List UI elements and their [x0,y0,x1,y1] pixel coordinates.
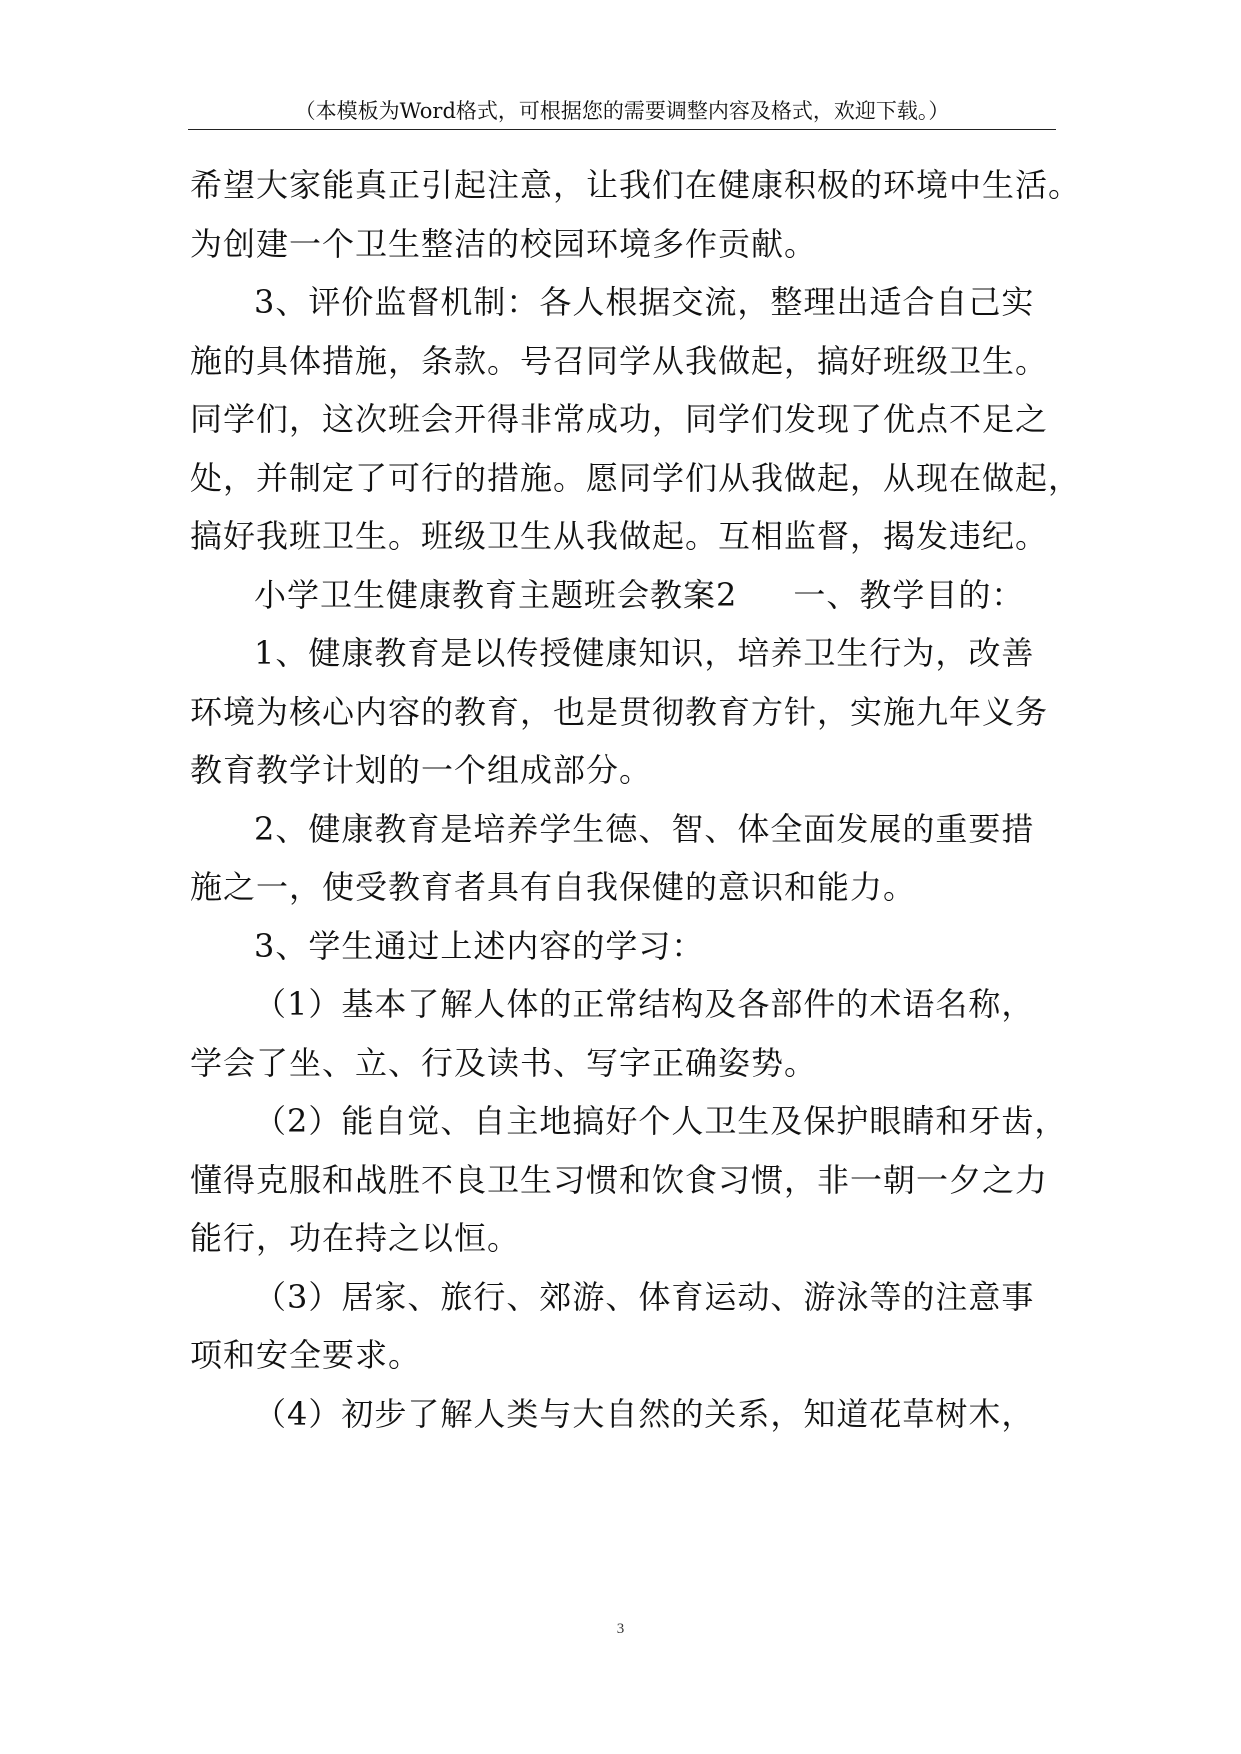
paragraph-line: （2）能自觉、自主地搞好个人卫生及保护眼睛和牙齿， [254,1102,1068,1140]
paragraph-line: （1）基本了解人体的正常结构及各部件的术语名称， [254,985,1035,1023]
paragraph-line: （3）居家、旅行、郊游、体育运动、游泳等的注意事 [254,1277,1035,1316]
section-heading-line [190,566,1090,625]
paragraph-line: （4）初步了解人类与大自然的关系，知道花草树木， [254,1394,1035,1433]
paragraph-line: 为创建一个卫生整洁的校园环境多作贡献。 [190,224,818,263]
paragraph-line: 搞好我班卫生。班级卫生从我做起。互相监督，揭发违纪。 [190,517,1049,555]
paragraph-line: 同学们，这次班会开得非常成功，同学们发现了优点不足之 [190,400,1049,438]
paragraph-line: 施的具体措施，条款。号召同学从我做起，搞好班级卫生。 [190,341,1049,380]
paragraph-line: 懂得克服和战胜不良卫生习惯和饮食习惯，非一朝一夕之力 [190,1160,1049,1199]
paragraph-line: 3、学生通过上述内容的学习： [254,926,705,965]
header-divider [188,129,1056,130]
paragraph-line: 教育教学计划的一个组成部分。 [190,751,653,789]
paragraph-line: 环境为核心内容的教育，也是贯彻教育方针，实施九年义务 [190,692,1049,731]
paragraph-line: 学会了坐、立、行及读书、写字正确姿势。 [190,1043,818,1082]
paragraph-line: 施之一，使受教育者具有自我保健的意识和能力。 [190,868,917,906]
paragraph-line: 能行，功在持之以恒。 [190,1219,521,1257]
paragraph-line: 希望大家能真正引起注意，让我们在健康积极的环境中生活。 [190,166,1082,204]
page-number: 3 [616,1621,625,1637]
subsection-title: 一、教学目的： [793,575,1025,614]
section-title: 小学卫生健康教育主题班会教案2 [254,575,738,614]
paragraph-line: 处，并制定了可行的措施。愿同学们从我做起，从现在做起， [190,458,1082,497]
body-text [190,156,1090,1443]
paragraph-line: 项和安全要求。 [190,1336,422,1374]
header-note: （本模板为Word格式，可根据您的需要调整内容及格式，欢迎下载。） [294,99,950,123]
paragraph-line: 3、评价监督机制：各人根据交流，整理出适合自己实 [254,283,1035,321]
paragraph-line: 1、健康教育是以传授健康知识，培养卫生行为，改善 [254,634,1035,672]
paragraph-line: 2、健康教育是培养学生德、智、体全面发展的重要措 [254,809,1035,848]
